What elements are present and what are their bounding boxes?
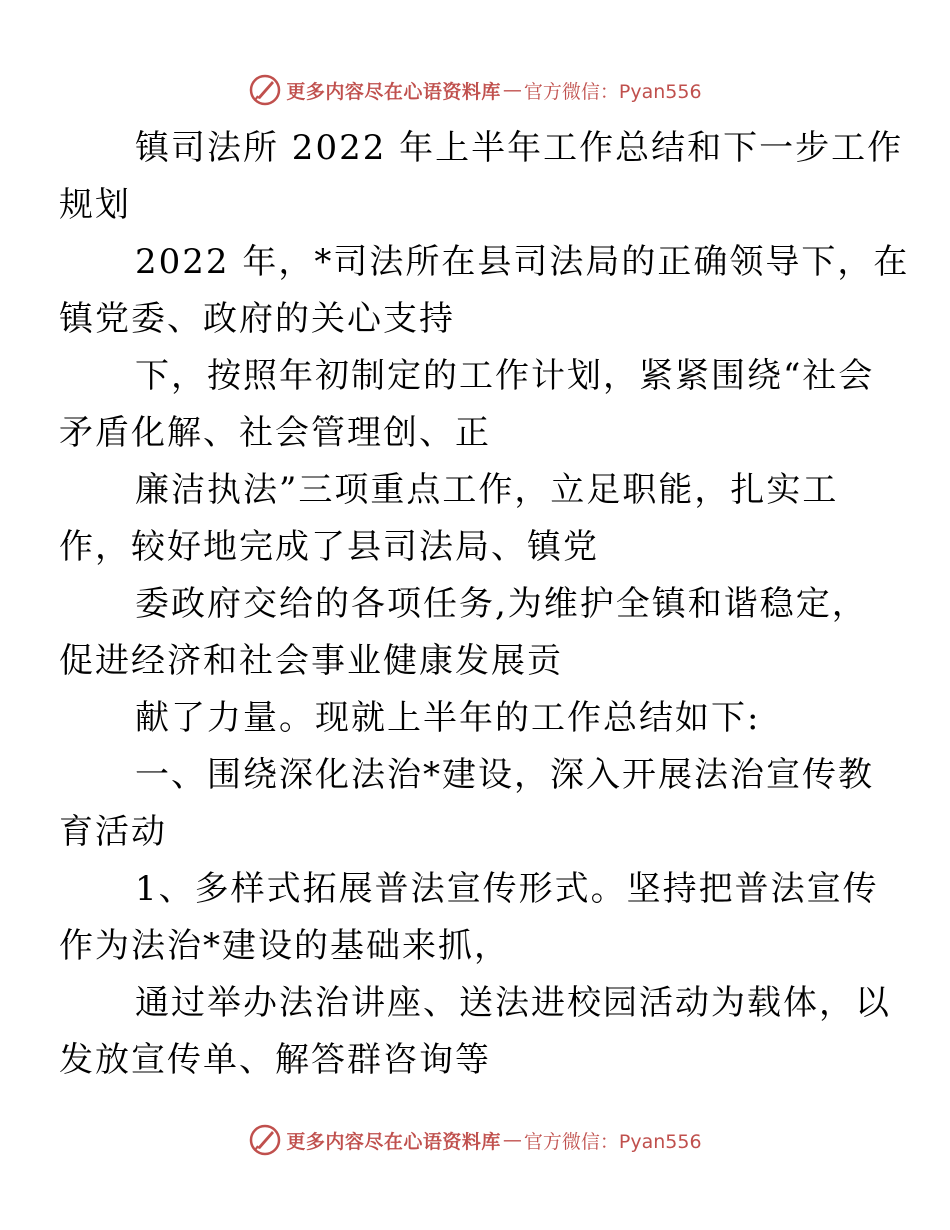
header-banner-main: 更多内容尽在心语资料库 [286,80,501,103]
paragraph-6 [97,690,857,747]
paragraph-line: 一、围绕深化法治*建设，深入开展法治宣传教 [135,755,874,795]
paragraph-line: 1、多样式拓展普法宣传形式。坚持把普法宣传 [135,869,879,909]
header-banner-sub: 官方微信：Pyan556 [523,80,702,103]
paragraph-2 [59,234,910,348]
header-banner [0,70,950,110]
paragraph-3 [59,348,875,462]
footer-banner-separator: — [502,1129,522,1151]
paragraph-4 [59,462,857,576]
footer-banner-main: 更多内容尽在心语资料库 [286,1130,501,1153]
section-heading-1 [59,747,874,861]
paragraph-line: 廉洁执法”三项重点工作，立足职能，扎实工 [135,470,839,510]
paragraph-line: 下，按照年初制定的工作计划，紧紧围绕“社会 [135,356,875,396]
paragraph-line: 促进经济和社会事业健康发展贡 [59,641,563,681]
paragraph-8 [59,861,879,975]
header-banner-separator: — [502,79,522,101]
paragraph-9 [59,975,891,1089]
quill-logo-icon [248,1123,282,1157]
paragraph-line: 育活动 [59,812,167,852]
paragraph-line: 作为法治*建设的基础来抓， [59,926,510,966]
paragraph-line: 镇党委、政府的关心支持 [59,299,455,339]
footer-banner-sub: 官方微信：Pyan556 [523,1130,702,1153]
paragraph-line: 献了力量。现就上半年的工作总结如下: [135,698,761,738]
paragraph-line: 发放宣传单、解答群咨询等 [59,1040,491,1080]
paragraph-line: 矛盾化解、社会管理创、正 [59,413,491,453]
paragraph-line: 2022 年，*司法所在县司法局的正确领导下，在 [135,242,910,282]
paragraph-1 [59,120,904,234]
paragraph-5 [59,576,868,690]
footer-banner [0,1120,950,1160]
paragraph-line: 镇司法所 2022 年上半年工作总结和下一步工作 [135,128,904,168]
document-body [59,120,910,1089]
paragraph-line: 通过举办法治讲座、送法进校园活动为载体，以 [135,983,891,1023]
quill-logo-icon [248,73,282,107]
paragraph-line: 作，较好地完成了县司法局、镇党 [59,527,599,567]
paragraph-line: 委政府交给的各项任务,为维护全镇和谐稳定， [135,584,868,624]
paragraph-line: 规划 [59,185,131,225]
